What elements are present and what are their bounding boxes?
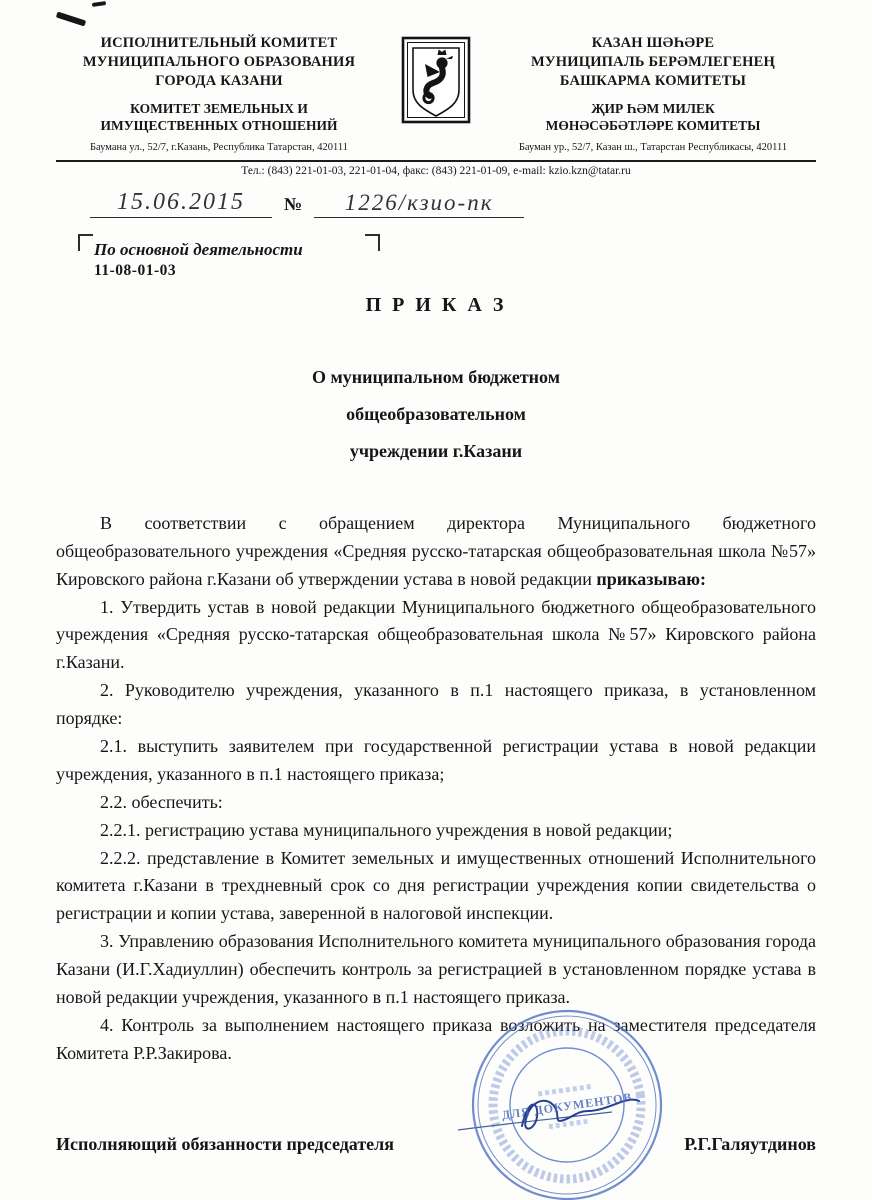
case-index: 11-08-01-03 [94,262,177,280]
address-line: Баумана ул., 52/7, г.Казань, Республика Татарстан, 420111 [90,141,348,153]
document-subject: О муниципальном бюджетном общеобразовательном учреждении г.Казани [312,367,560,461]
handwritten-date: 15.06.2015 [117,189,245,216]
number-sign: № [284,194,303,215]
scan-artifact [56,12,86,27]
org-name-line: МУНИЦИПАЛЬНОГО ОБРАЗОВАНИЯ [82,53,356,70]
order-item: 4. Контроль за выполнением настоящего приказа возложить на заместителя председателя Комитета Р.Р.Закирова. [56,1014,816,1063]
intro-paragraph: В соответствии с обращением директора Муниципального бюджетного общеобразовательного учреждения «Средняя русско-татарская общеобразовательная школа №57» Кировского района г.Казани об утверждении устава в новой редакции приказываю: [56,512,816,589]
stamp-center-text: ДЛЯ ДОКУМЕНТОВ [501,1089,634,1123]
intro-bold: приказываю: [596,568,707,589]
signatory-name: Р.Г.Галяутдинов [684,1133,816,1154]
org-name-line: МУНИЦИПАЛЬ БЕРӘМЛЕГЕНЕҢ [531,53,775,70]
contact-line: Тел.: (843) 221-01-03, 221-01-04, факс: (843) 221-01-09, e-mail: kzio.kzn@tatar.ru [241,165,631,178]
corner-mark-left [78,234,93,251]
handwritten-number: 1226/кзио-пк [344,190,494,216]
activity-category: По основной деятельности [94,240,303,260]
order-item: 2.2.2. представление в Комитет земельных и имущественных отношений Исполнительного комитета г.Казани в трехдневный срок со дня регистрации учреждения копии свидетельства о регистрации и копии устава, заверенной в налоговой инспекции. [56,847,816,924]
scan-artifact [92,1,106,7]
round-stamp [455,993,679,1200]
date-number-row [90,189,816,218]
order-item: 2.2. обеспечить: [100,791,223,812]
corner-mark-right [365,234,380,251]
org-name-line: ИСПОЛНИТЕЛЬНЫЙ КОМИТЕТ [100,35,338,51]
order-item: 2.1. выступить заявителем при государственной регистрации устава в новой редакции учреждения, указанного в п.1 настоящего приказа; [56,736,816,784]
letterhead-right [490,34,816,154]
letterhead-divider [56,160,816,162]
order-item: 3. Управлению образования Исполнительного комитета муниципального образования города Казани (И.Г.Хадиуллин) обеспечить контроль за регистрацией в установленном порядке устава в новой редакции учреждения, указанного в п.1 настоящего приказа. [56,931,816,1008]
department-name: ҖИР ҺӘМ МИЛЕК МӨНӘСӘБӘТЛӘРЕ КОМИТЕТЫ [545,100,761,134]
org-name-line: ГОРОДА КАЗАНИ [155,72,283,89]
org-name-line: БАШКАРМА КОМИТЕТЫ [559,72,747,89]
letterhead-left [56,34,382,154]
org-name-line: КАЗАН ШӘҺӘРЕ [591,35,715,51]
category-block [78,234,380,280]
document-number-field [314,190,524,218]
order-item: 2.2.1. регистрацию устава муниципального учреждения в новой редакции; [100,819,673,840]
letterhead [56,34,816,154]
order-item: 2. Руководителю учреждения, указанного в п.1 настоящего приказа, в установленном порядке: [56,680,816,729]
signatory-position: Исполняющий обязанности председателя [56,1133,395,1154]
coat-of-arms-icon [382,34,490,124]
document-date-field [90,189,272,218]
order-item: 1. Утвердить устав в новой редакции Муниципального бюджетного общеобразовательного учреждения «Средняя русско-татарская общеобразовательная школа №57» Кировского района г.Казани. [56,596,816,673]
department-name: КОМИТЕТ ЗЕМЕЛЬНЫХ И ИМУЩЕСТВЕННЫХ ОТНОШЕНИЙ [100,100,338,134]
document-body [56,510,816,1068]
signature-row [56,1134,816,1155]
address-line: Бауман ур., 52/7, Казан ш., Татарстан Республикасы, 420111 [518,141,788,153]
document-title: П Р И К А З [365,294,507,317]
